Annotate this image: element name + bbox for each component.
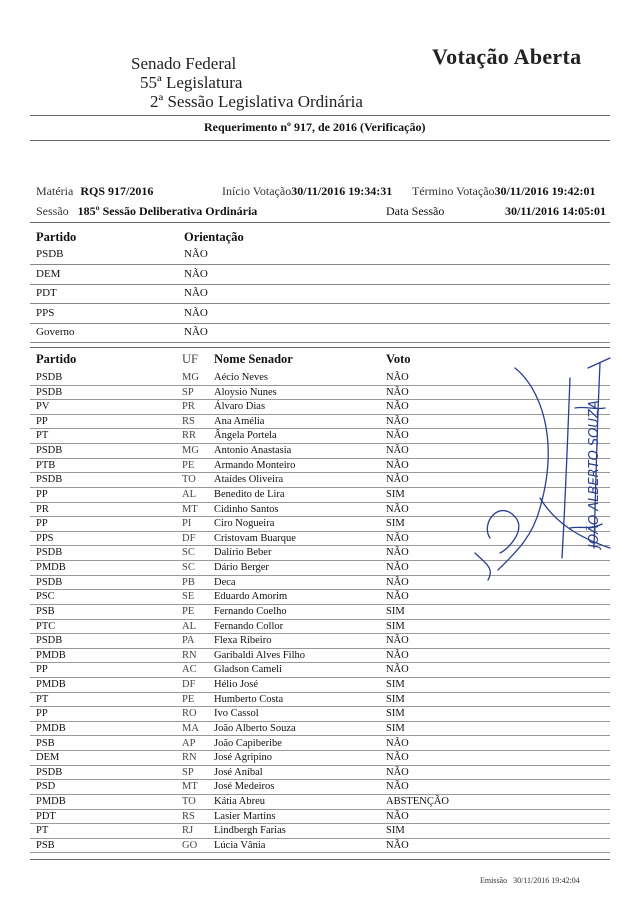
vote-partido: PP xyxy=(36,518,48,530)
vote-row xyxy=(36,678,610,693)
vote-partido: PT xyxy=(36,693,49,705)
vote-voto: NÃO xyxy=(386,532,409,544)
vote-uf: SE xyxy=(182,591,195,603)
orientation-value: NÃO xyxy=(184,306,208,319)
vote-partido: PTC xyxy=(36,620,56,632)
vote-uf: SP xyxy=(182,766,194,778)
vote-uf: RN xyxy=(182,752,197,764)
meta-divider xyxy=(30,222,610,223)
vote-row xyxy=(36,649,610,664)
materia-field xyxy=(36,184,153,199)
vote-partido: PSDB xyxy=(36,372,63,383)
vote-uf: MG xyxy=(182,445,199,457)
votes-col-uf: UF xyxy=(182,352,198,366)
vote-partido: PMDB xyxy=(36,795,66,807)
org-name: Senado Federal xyxy=(131,54,237,73)
vote-uf: AL xyxy=(182,620,196,632)
vote-uf: AC xyxy=(182,664,197,676)
vote-uf: RO xyxy=(182,708,197,720)
data-sessao-label: Data Sessão xyxy=(386,204,445,218)
orientation-partido: PSDB xyxy=(36,248,64,260)
vote-senador: Lindbergh Farias xyxy=(214,825,286,837)
vote-voto: NÃO xyxy=(386,810,409,822)
emissao-label: Emissão xyxy=(480,876,508,885)
header-divider xyxy=(30,115,610,116)
vote-partido: PPS xyxy=(36,532,54,544)
vote-voto: NÃO xyxy=(386,445,409,457)
vote-partido: PSD xyxy=(36,781,56,793)
vote-row xyxy=(36,663,610,678)
vote-partido: PV xyxy=(36,401,50,413)
vote-partido: PMDB xyxy=(36,722,66,734)
vote-row xyxy=(36,839,610,854)
vote-voto: NÃO xyxy=(386,635,409,647)
orientation-col-partido: Partido xyxy=(36,230,77,244)
orientation-row xyxy=(36,285,610,304)
vote-partido: PTB xyxy=(36,459,56,471)
vote-senador: Fernando Collor xyxy=(214,620,284,632)
vote-senador: Fernando Coelho xyxy=(214,605,287,617)
vote-row xyxy=(36,693,610,708)
vote-senador: Ataídes Oliveira xyxy=(214,474,284,486)
orientation-partido: Governo xyxy=(36,326,75,338)
vote-uf: PA xyxy=(182,635,195,647)
vote-uf: PE xyxy=(182,459,195,471)
vote-voto: NÃO xyxy=(386,503,409,515)
vote-uf: SC xyxy=(182,547,195,559)
vote-voto: NÃO xyxy=(386,664,409,676)
vote-senador: João Alberto Souza xyxy=(214,722,296,734)
orientation-value: NÃO xyxy=(184,267,208,280)
vote-voto: ABSTENÇÃO xyxy=(386,795,450,807)
vote-voto: SIM xyxy=(386,518,405,530)
footer-divider xyxy=(30,859,610,860)
vote-voto: NÃO xyxy=(386,386,409,398)
handwritten-signature xyxy=(470,348,620,588)
termino-field xyxy=(412,184,596,199)
vote-voto: NÃO xyxy=(386,415,409,427)
vote-senador: José Aníbal xyxy=(214,766,263,778)
vote-uf: RS xyxy=(182,415,195,427)
vote-partido: PSDB xyxy=(36,576,63,588)
vote-uf: RS xyxy=(182,810,195,822)
vote-senador: Gladson Cameli xyxy=(214,664,282,676)
vote-uf: PE xyxy=(182,605,195,617)
vote-row xyxy=(36,810,610,825)
vote-senador: João Capiberibe xyxy=(214,737,282,749)
vote-senador: Deca xyxy=(214,576,236,588)
vote-uf: PR xyxy=(182,401,195,413)
vote-senador: Kátia Abreu xyxy=(214,795,266,807)
vote-partido: PP xyxy=(36,708,48,720)
vote-uf: MT xyxy=(182,781,198,793)
vote-uf: RR xyxy=(182,430,197,442)
votes-col-nome: Nome Senador xyxy=(214,352,293,366)
requerimento-title: Requerimento nº 917, de 2016 (Verificação) xyxy=(204,120,426,134)
vote-row xyxy=(36,722,610,737)
vote-senador: Ivo Cassol xyxy=(214,708,259,720)
vote-senador: Aécio Neves xyxy=(214,372,268,383)
termino-value: 30/11/2016 19:42:01 xyxy=(494,184,596,198)
vote-senador: Benedito de Lira xyxy=(214,488,285,500)
orientation-value: NÃO xyxy=(184,326,208,338)
vote-voto: SIM xyxy=(386,708,405,720)
vote-voto: SIM xyxy=(386,825,405,837)
vote-voto: NÃO xyxy=(386,737,409,749)
vote-row xyxy=(36,634,610,649)
vote-row xyxy=(36,795,610,810)
vote-voto: NÃO xyxy=(386,839,409,851)
emissao-stamp xyxy=(480,876,580,885)
signature-text: JOÃO ALBERTO SOUZA xyxy=(587,400,602,548)
vote-row xyxy=(36,766,610,781)
vote-uf: SC xyxy=(182,562,195,574)
vote-uf: GO xyxy=(182,839,198,851)
vote-voto: SIM xyxy=(386,679,405,691)
votes-col-voto: Voto xyxy=(386,352,411,366)
vote-voto: SIM xyxy=(386,722,405,734)
vote-partido: PP xyxy=(36,664,48,676)
header-divider-2 xyxy=(30,140,610,141)
vote-voto: NÃO xyxy=(386,547,409,559)
materia-value: RQS 917/2016 xyxy=(80,184,154,198)
vote-uf: TO xyxy=(182,474,196,486)
vote-senador: José Agripino xyxy=(214,752,273,764)
vote-uf: SP xyxy=(182,386,194,398)
emissao-value: 30/11/2016 19:42:04 xyxy=(513,876,580,885)
vote-uf: AP xyxy=(182,737,196,749)
orientation-partido: PPS xyxy=(36,306,55,319)
vote-uf: DF xyxy=(182,679,196,691)
row-divider xyxy=(30,342,610,343)
vote-voto: NÃO xyxy=(386,562,409,574)
vote-partido: PSB xyxy=(36,839,55,851)
orientation-row xyxy=(36,266,610,285)
vote-voto: SIM xyxy=(386,605,405,617)
vote-partido: PR xyxy=(36,503,49,515)
vote-partido: PSDB xyxy=(36,386,63,398)
vote-partido: PT xyxy=(36,430,49,442)
vote-row xyxy=(36,780,610,795)
vote-uf: RJ xyxy=(182,825,194,837)
vote-voto: NÃO xyxy=(386,752,409,764)
vote-uf: TO xyxy=(182,795,196,807)
vote-voto: NÃO xyxy=(386,591,409,603)
vote-uf: PB xyxy=(182,576,195,588)
vote-partido: DEM xyxy=(36,752,60,764)
vote-partido: PSDB xyxy=(36,635,63,647)
vote-senador: Cidinho Santos xyxy=(214,503,279,515)
vote-row xyxy=(36,824,610,839)
vote-uf: PI xyxy=(182,518,192,530)
sessao-field xyxy=(36,204,257,219)
vote-voto: SIM xyxy=(386,693,405,705)
vote-partido: PSDB xyxy=(36,766,63,778)
vote-voto: NÃO xyxy=(386,459,409,471)
sessao-label: Sessão xyxy=(36,204,69,218)
vote-voto: NÃO xyxy=(386,766,409,778)
vote-senador: Aloysio Nunes xyxy=(214,386,277,398)
orientation-row xyxy=(36,305,610,324)
vote-voto: NÃO xyxy=(386,372,409,383)
inicio-label: Início Votação xyxy=(222,184,292,198)
vote-row xyxy=(36,737,610,752)
vote-partido: PMDB xyxy=(36,649,66,661)
vote-senador: Hélio José xyxy=(214,679,259,691)
vote-voto: NÃO xyxy=(386,576,409,588)
page-title: Votação Aberta xyxy=(432,44,582,69)
inicio-field xyxy=(222,184,392,199)
vote-senador: Ana Amélia xyxy=(214,415,265,427)
vote-senador: Ângela Portela xyxy=(214,430,277,442)
orientation-partido: DEM xyxy=(36,267,61,280)
vote-partido: PSC xyxy=(36,591,55,603)
vote-partido: PMDB xyxy=(36,562,66,574)
sessao-value: 185º Sessão Deliberativa Ordinária xyxy=(77,204,258,218)
materia-label: Matéria xyxy=(36,184,74,198)
vote-voto: NÃO xyxy=(386,430,409,442)
vote-uf: MG xyxy=(182,372,199,383)
vote-row xyxy=(36,590,610,605)
vote-voto: NÃO xyxy=(386,781,409,793)
orientation-partido: PDT xyxy=(36,287,57,299)
vote-senador: Cristovam Buarque xyxy=(214,532,296,544)
data-sessao-value: 30/11/2016 14:05:01 xyxy=(505,204,606,218)
legislative-session: 2ª Sessão Legislativa Ordinária xyxy=(150,92,363,111)
vote-partido: PSB xyxy=(36,737,55,749)
vote-uf: PE xyxy=(182,693,195,705)
vote-row xyxy=(36,751,610,766)
vote-partido: PP xyxy=(36,488,48,500)
vote-partido: PMDB xyxy=(36,679,66,691)
vote-uf: MT xyxy=(182,503,198,515)
vote-senador: Humberto Costa xyxy=(214,693,284,705)
vote-voto: SIM xyxy=(386,488,405,500)
vote-uf: AL xyxy=(182,488,196,500)
vote-senador: Dário Berger xyxy=(214,562,269,574)
vote-partido: PP xyxy=(36,415,48,427)
vote-senador: Lasier Martins xyxy=(214,810,276,822)
vote-row xyxy=(36,620,610,635)
vote-senador: Eduardo Amorim xyxy=(214,591,288,603)
vote-uf: RN xyxy=(182,649,197,661)
vote-uf: MA xyxy=(182,722,199,734)
vote-voto: NÃO xyxy=(386,474,409,486)
vote-row xyxy=(36,707,610,722)
vote-partido: PSDB xyxy=(36,445,63,457)
vote-uf: DF xyxy=(182,532,196,544)
vote-senador: Dalírio Beber xyxy=(214,547,272,559)
vote-row xyxy=(36,605,610,620)
termino-label: Término Votação xyxy=(412,184,495,198)
vote-senador: Garibaldi Alves Filho xyxy=(214,649,305,661)
vote-partido: PSDB xyxy=(36,474,63,486)
vote-voto: NÃO xyxy=(386,401,409,413)
vote-voto: NÃO xyxy=(386,649,409,661)
vote-senador: José Medeiros xyxy=(214,781,275,793)
vote-voto: SIM xyxy=(386,620,405,632)
vote-senador: Antonio Anastasia xyxy=(214,445,292,457)
legislature: 55ª Legislatura xyxy=(140,73,243,92)
row-divider xyxy=(30,852,610,853)
inicio-value: 30/11/2016 19:34:31 xyxy=(291,184,393,198)
vote-senador: Flexa Ribeiro xyxy=(214,635,272,647)
orientation-row xyxy=(36,246,610,265)
vote-partido: PSB xyxy=(36,605,55,617)
vote-senador: Armando Monteiro xyxy=(214,459,296,471)
orientation-value: NÃO xyxy=(184,287,208,299)
vote-partido: PT xyxy=(36,825,49,837)
orientation-value: NÃO xyxy=(184,248,208,260)
votes-col-partido: Partido xyxy=(36,352,77,366)
vote-partido: PSDB xyxy=(36,547,63,559)
vote-senador: Álvaro Dias xyxy=(214,401,266,413)
orientation-row xyxy=(36,324,610,343)
vote-partido: PDT xyxy=(36,810,56,822)
vote-senador: Lúcia Vânia xyxy=(214,839,266,851)
orientation-col-orientacao: Orientação xyxy=(184,230,244,244)
vote-senador: Ciro Nogueira xyxy=(214,518,275,530)
